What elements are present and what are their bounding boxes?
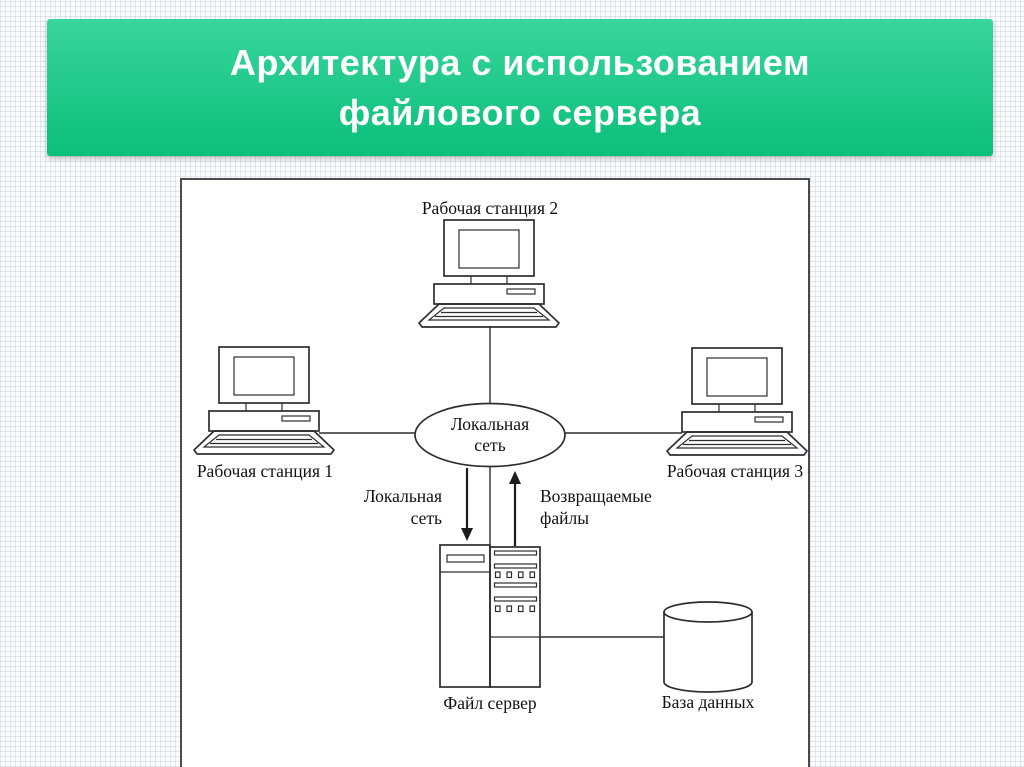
returned-files-label-line2: файлы — [540, 508, 589, 528]
returned-files-label-line1: Возвращаемые — [540, 486, 652, 506]
workstation3-icon — [667, 348, 807, 455]
slide-title-line1: Архитектура с использованием — [229, 41, 811, 83]
lan-down-label-line2: сеть — [410, 508, 442, 528]
database-icon — [664, 602, 752, 692]
lan-down-label-line1: Локальная — [363, 486, 442, 506]
database-label: База данных — [661, 692, 755, 712]
arrow-up-head-icon — [509, 471, 521, 484]
workstation1-icon — [194, 347, 334, 454]
file-server-label: Файл сервер — [443, 693, 537, 713]
architecture-diagram — [182, 180, 808, 765]
workstation3-label: Рабочая станция 3 — [666, 461, 804, 481]
diagram-panel — [180, 178, 810, 767]
workstation2-label: Рабочая станция 2 — [421, 198, 559, 218]
arrow-down-head-icon — [461, 528, 473, 541]
workstation2-icon — [419, 220, 559, 327]
file-server-icon — [440, 545, 540, 687]
network-label-line2: сеть — [474, 435, 506, 455]
workstation1-label: Рабочая станция 1 — [196, 461, 334, 481]
header-banner — [47, 19, 993, 156]
slide-title-line2: файлового сервера — [338, 91, 702, 133]
network-label-line1: Локальная — [450, 414, 530, 434]
